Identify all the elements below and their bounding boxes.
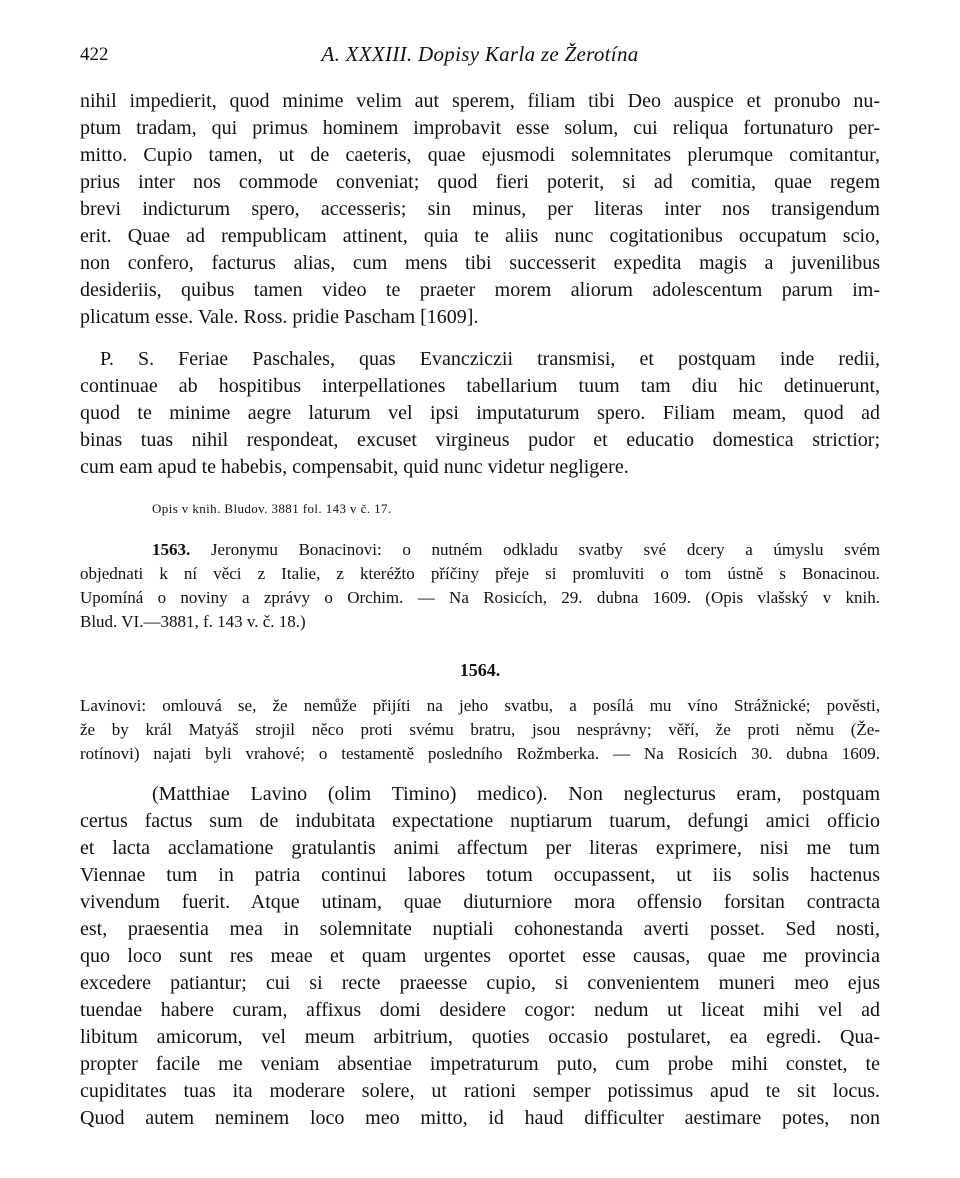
- entry-number: 1564.: [459, 660, 501, 680]
- text-line: cupiditates tuas ita moderare solere, ut rationi semper potissimus apud te sit locus.: [80, 1080, 880, 1102]
- postscript-line: quod te minime aegre laturum vel ipsi imputaturum spero. Filiam meam, quod ad: [80, 402, 880, 424]
- text-line: ptum tradam, qui primus hominem improbavit esse solum, cui reliqua fortunaturo per-: [80, 117, 880, 139]
- text-line: vivendum fuerit. Atque utinam, quae diuturniore mora offensio forsitan contracta: [80, 891, 880, 913]
- source-note: Opis v knih. Bludov. 3881 fol. 143 v č. 17.: [152, 501, 392, 516]
- text-line: est, praesentia mea in solemnitate nuptiali cohonestanda averti posset. Sed nosti,: [80, 918, 880, 940]
- text-line: desideriis, quibus tamen video te praeter morem aliorum adolescentum parum im-: [80, 279, 880, 301]
- entry-1563-line: objednati k ní věci z Italie, z kteréžto příčiny přeje si promluviti o tom ústně s Bonacinou.: [80, 564, 880, 583]
- summary-line: rotínovi) najati byli vrahové; o testamentě posledního Rožmberka. — Na Rosicích 30. dubna 1609.: [80, 744, 880, 763]
- text-line: prius inter nos commode conveniat; quod fieri poterit, si ad comitia, quae regem: [80, 171, 880, 193]
- text-line: Quod autem neminem loco meo mitto, id haud difficulter aestimare potes, non: [80, 1107, 880, 1129]
- postscript-line: binas tuas nihil respondeat, excuset virgineus pudor et educatio domestica strictior;: [80, 429, 880, 451]
- postscript-line: cum eam apud te habebis, compensabit, quid nunc videtur negligere.: [80, 456, 629, 478]
- text-line: nihil impedierit, quod minime velim aut sperem, filiam tibi Deo auspice et pronubo nu-: [80, 90, 880, 112]
- text-line: libitum amicorum, vel meum arbitrium, quoties occasio postularet, ea egredi. Qua-: [80, 1026, 880, 1048]
- text-line: erit. Quae ad rempublicam attinent, quia te aliis nunc cogitationibus occupatum scio,: [80, 225, 880, 247]
- text-line: certus factus sum de indubitata expectatione nuptiarum tuarum, defungi amici officio: [80, 810, 880, 832]
- text-line: non confero, facturus alias, cum mens tibi successerit expedita magis a juvenilibus: [80, 252, 880, 274]
- text-line: Viennae tum in patria continui labores totum occupassent, ut iis solis hactenus: [80, 864, 880, 886]
- entry-1563-line: 1563. Jeronymu Bonacinovi: o nutném odkladu svatby své dcery a úmyslu svém: [152, 540, 880, 559]
- text-line: tuendae habere curam, affixus domi desidere cogor: nedum ut liceat mihi vel ad: [80, 999, 880, 1021]
- running-title: A. XXXIII. Dopisy Karla ze Žerotína: [321, 42, 639, 66]
- text-line: propter facile me veniam absentiae impetraturum puto, cum probe mihi constet, te: [80, 1053, 880, 1075]
- text-line: excedere patiantur; cui si recte praeesse cupio, si convenientem muneri meo ejus: [80, 972, 880, 994]
- postscript-line: continuae ab hospitibus interpellationes tabellarium tuum tam diu hic detinuerunt,: [80, 375, 880, 397]
- entry-number: 1563.: [152, 540, 191, 559]
- text-line: et lacta acclamatione gratulantis animi affectum per literas exprimere, nisi me tum: [80, 837, 880, 859]
- text-line: quo loco sunt res meae et quam urgentes oportet esse causas, quae me provincia: [80, 945, 880, 967]
- text-line: mitto. Cupio tamen, ut de caeteris, quae ejusmodi solemnitates plerumque comitantur,: [80, 144, 880, 166]
- entry-1563-line: Upomíná o noviny a zprávy o Orchim. — Na Rosicích, 29. dubna 1609. (Opis vlašský v knih.: [80, 588, 880, 607]
- postscript-line: P. S. Feriae Paschales, quas Evancziczii transmisi, et postquam inde redii,: [100, 348, 880, 370]
- summary-line: Lavinovi: omlouvá se, že nemůže přijíti na jeho svatbu, a posílá mu víno Strážnické; pověsti,: [80, 696, 880, 715]
- page-number: 422: [80, 44, 109, 65]
- text-line: plicatum esse. Vale. Ross. pridie Pascham [1609].: [80, 306, 479, 328]
- text-line: brevi indicturum spero, accesseris; sin minus, per literas inter nos transigendum: [80, 198, 880, 220]
- entry-1563-line: Blud. VI.—3881, f. 143 v. č. 18.): [80, 612, 306, 631]
- summary-line: že by král Matyáš strojil něco proti svému bratru, jsou nesprávny; věří, že proti němu (Že-: [80, 720, 880, 739]
- page-header: [80, 34, 880, 74]
- text-line: (Matthiae Lavino (olim Timino) medico). Non neglecturus eram, postquam: [152, 783, 880, 805]
